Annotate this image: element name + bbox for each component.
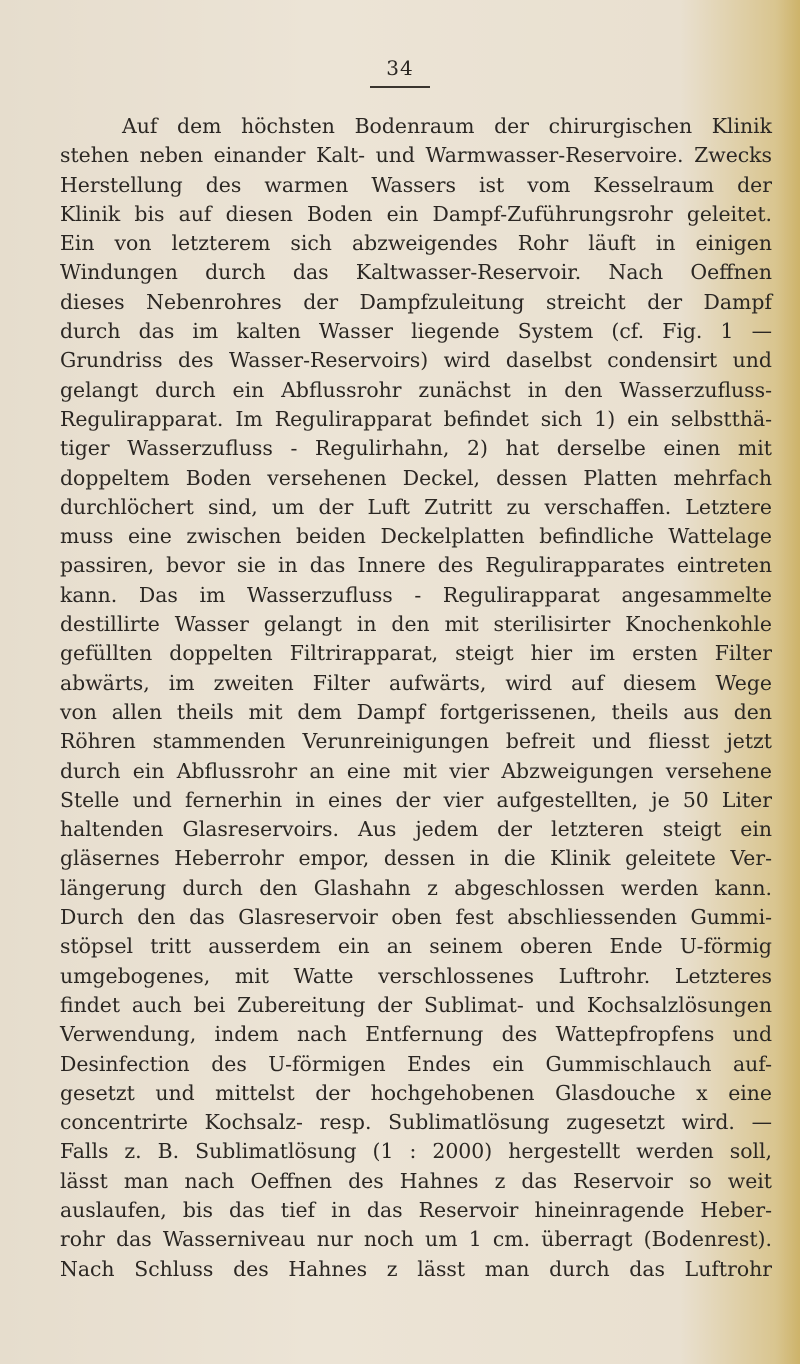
text-line: gefüllten doppelten Filtrirapparat, steigt hier im ersten Filter xyxy=(60,641,772,666)
text-line: Auf dem höchsten Bodenraum der chirurgischen Klinik xyxy=(122,114,772,138)
text-line: Falls z. B. Sublimatlösung (1 : 2000) hergestellt werden soll, xyxy=(60,1139,772,1164)
text-line: rohr das Wasserniveau nur noch um 1 cm. überragt (Bodenrest). xyxy=(60,1227,772,1252)
text-line: Nach Schluss des Hahnes z lässt man durch das Luftrohr xyxy=(60,1256,772,1281)
text-line: haltenden Glasreservoirs. Aus jedem der letzteren steigt ein xyxy=(60,817,772,842)
text-line: Herstellung des warmen Wassers ist vom Kesselraum der xyxy=(60,172,772,197)
text-line: stehen neben einander Kalt- und Warmwasser-Reservoire. Zwecks xyxy=(60,143,772,168)
text-line: lässt man nach Oeffnen des Hahnes z das Reservoir so weit xyxy=(60,1168,772,1193)
text-line: längerung durch den Glashahn z abgeschlossen werden kann. xyxy=(60,875,772,900)
text-line: Windungen durch das Kaltwasser-Reservoir. Nach Oeffnen xyxy=(60,260,772,285)
text-line: Grundriss des Wasser-Reservoirs) wird daselbst condensirt und xyxy=(60,348,772,373)
text-line: doppeltem Boden versehenen Deckel, dessen Platten mehrfach xyxy=(60,465,772,490)
text-line: Stelle und fernerhin in eines der vier aufgestellten, je 50 Liter xyxy=(60,787,772,812)
text-line: kann. Das im Wasserzufluss - Regulirapparat angesammelte xyxy=(60,582,772,607)
text-line: muss eine zwischen beiden Deckelplatten befindliche Wattelage xyxy=(60,524,772,549)
text-line: umgebogenes, mit Watte verschlossenes Luftrohr. Letzteres xyxy=(60,963,772,988)
text-line: stöpsel tritt ausserdem ein an seinem oberen Ende U-förmig xyxy=(60,934,772,959)
text-line: concentrirte Kochsalz- resp. Sublimatlösung zugesetzt wird. — xyxy=(60,1110,772,1135)
text-line: tiger Wasserzufluss - Regulirhahn, 2) hat derselbe einen mit xyxy=(60,436,772,461)
text-line: Regulirapparat. Im Regulirapparat befindet sich 1) ein selbstthä- xyxy=(60,406,772,431)
text-line: passiren, bevor sie in das Innere des Regulirapparates eintreten xyxy=(60,553,772,578)
text-line: abwärts, im zweiten Filter aufwärts, wird auf diesem Wege xyxy=(60,670,772,695)
text-line: von allen theils mit dem Dampf fortgerissenen, theils aus den xyxy=(60,699,772,724)
text-line: Röhren stammenden Verunreinigungen befreit und fliesst jetzt xyxy=(60,729,772,754)
text-line: destillirte Wasser gelangt in den mit sterilisirter Knochenkohle xyxy=(60,612,772,637)
text-line: gesetzt und mittelst der hochgehobenen Glasdouche x eine xyxy=(60,1080,772,1105)
page-number-rule xyxy=(370,86,430,88)
text-line: gelangt durch ein Abflussrohr zunächst in den Wasserzufluss- xyxy=(60,377,772,402)
text-line: Durch den das Glasreservoir oben fest abschliessenden Gummi- xyxy=(60,905,772,930)
text-line: Klinik bis auf diesen Boden ein Dampf-Zuführungsrohr geleitet. xyxy=(60,201,772,226)
text-line: gläsernes Heberrohr empor, dessen in die Klinik geleitete Ver- xyxy=(60,846,772,871)
text-line: findet auch bei Zubereitung der Sublimat- und Kochsalzlösungen xyxy=(60,992,772,1017)
text-line: Verwendung, indem nach Entfernung des Wattepfropfens und xyxy=(60,1022,772,1047)
text-line: durch das im kalten Wasser liegende System (cf. Fig. 1 — xyxy=(60,319,772,344)
page-number: 34 xyxy=(386,56,414,80)
text-line: dieses Nebenrohres der Dampfzuleitung streicht der Dampf xyxy=(60,289,772,314)
text-line: Ein von letzterem sich abzweigendes Rohr läuft in einigen xyxy=(60,231,772,256)
text-line: durch ein Abflussrohr an eine mit vier Abzweigungen versehene xyxy=(60,758,772,783)
text-line: Desinfection des U-förmigen Endes ein Gummischlauch auf- xyxy=(60,1051,772,1076)
text-line: auslaufen, bis das tief in das Reservoir hineinragende Heber- xyxy=(60,1197,772,1222)
text-line: durchlöchert sind, um der Luft Zutritt zu verschaffen. Letztere xyxy=(60,494,772,519)
body-text xyxy=(60,112,772,1284)
